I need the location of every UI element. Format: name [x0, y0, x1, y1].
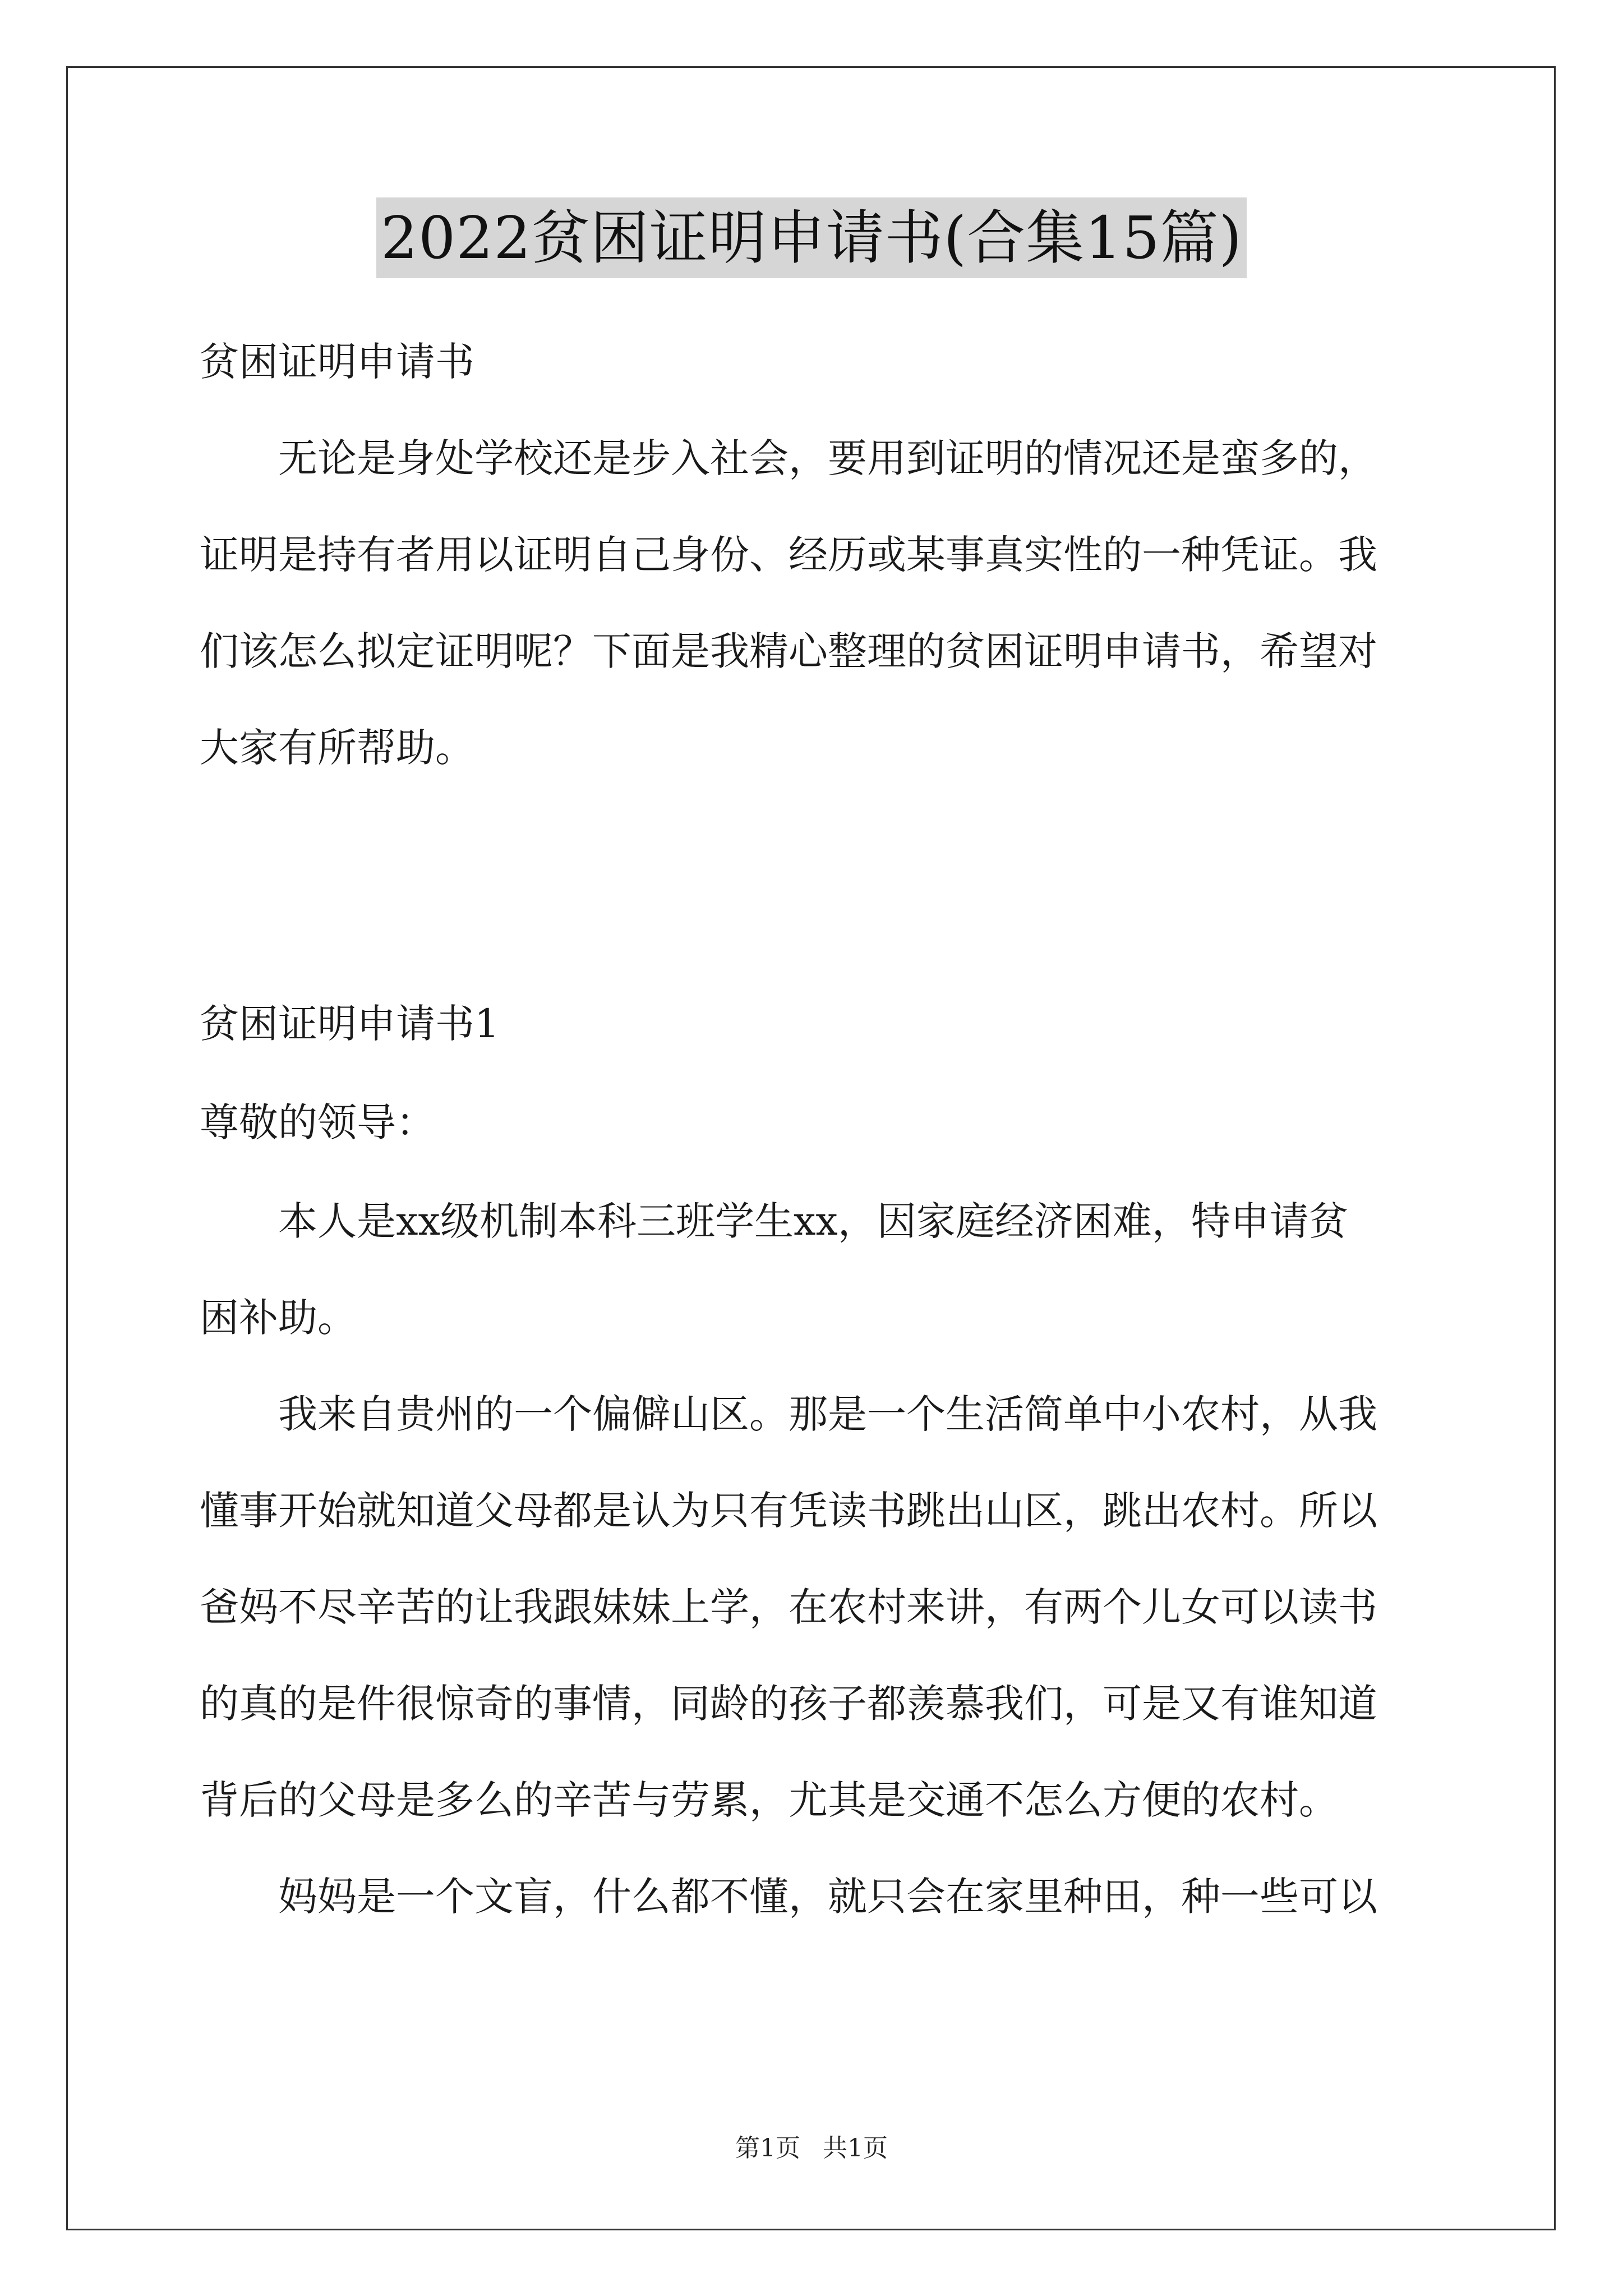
section-heading: 贫困证明申请书1 [200, 1001, 500, 1047]
paragraph-line: 证明是持有者用以证明自己身份、经历或某事真实性的一种凭证。我 [200, 532, 1377, 578]
paragraph-line: 懂事开始就知道父母都是认为只有凭读书跳出山区，跳出农村。所以 [200, 1488, 1377, 1534]
section-heading: 贫困证明申请书 [200, 339, 474, 385]
paragraph-line: 我来自贵州的一个偏僻山区。那是一个生活简单中小农村，从我 [278, 1391, 1377, 1437]
title-container [0, 197, 1623, 278]
document-title: 2022贫困证明申请书(合集15篇) [376, 197, 1247, 278]
paragraph-line: 的真的是件很惊奇的事情，同龄的孩子都羡慕我们，可是又有谁知道 [200, 1681, 1377, 1727]
paragraph-line: 无论是身处学校还是步入社会，要用到证明的情况还是蛮多的， [278, 435, 1377, 481]
paragraph-line: 背后的父母是多么的辛苦与劳累，尤其是交通不怎么方便的农村。 [200, 1777, 1338, 1823]
paragraph-line: 们该怎么拟定证明呢？下面是我精心整理的贫困证明申请书，希望对 [200, 628, 1377, 674]
paragraph-line: 爸妈不尽辛苦的让我跟妹妹上学，在农村来讲，有两个儿女可以读书 [200, 1584, 1377, 1630]
paragraph-line: 困补助。 [200, 1295, 357, 1341]
salutation: 尊敬的领导： [200, 1099, 435, 1145]
page-total: 共1页 [823, 2134, 888, 2162]
paragraph-line: 大家有所帮助。 [200, 725, 474, 771]
paragraph-line: 本人是xx级机制本科三班学生xx，因家庭经济困难，特申请贫 [278, 1198, 1348, 1244]
page-number: 第1页 [735, 2134, 800, 2162]
page-footer [0, 2132, 1623, 2165]
paragraph-line: 妈妈是一个文盲，什么都不懂，就只会在家里种田，种一些可以 [278, 1874, 1377, 1920]
